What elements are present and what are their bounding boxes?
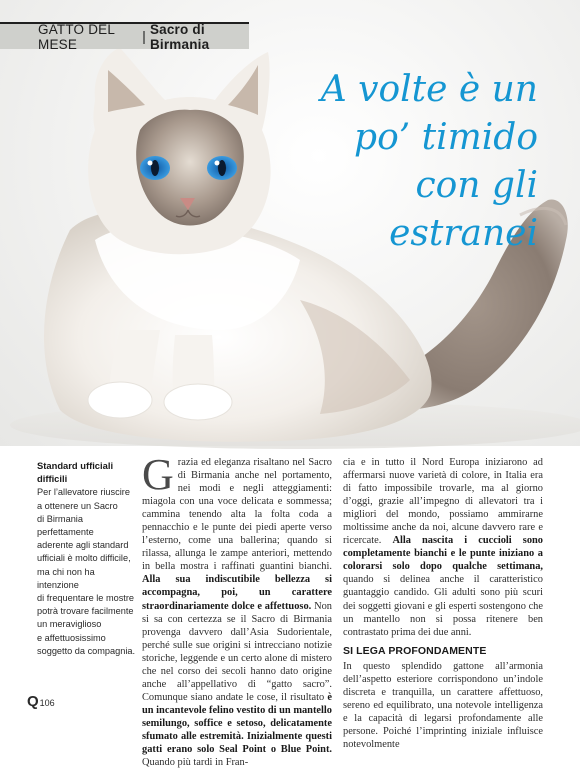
sidebar-line: a ottenere un Sacro — [37, 500, 118, 511]
headline-quote — [278, 66, 538, 258]
paragraph-text: Quando più tardi in Fran- — [142, 757, 249, 769]
section-header-tab — [0, 21, 249, 52]
paragraph-bold: è un incantevole felino vestito di un mantello semilungo, soffice e setoso, delicatamente sfumato alle estremità. Inizialmente questi gatti erano solo Seal Point o Blue Point. — [142, 691, 332, 756]
paragraph-text: Non si sa con certezza se il Sacro di Birmania provenga davvero dall’Asia Sudorientale, perché sulle sue origini si intrecciano notizie storiche, leggende e un certo alone di mistero che nel corso dei secoli hanno dato origine anche all’appellativo di “gatto sacro”. Comunque siano andate le cose, il risultato — [142, 600, 332, 703]
sidebar-line: di frequentare le mostre — [37, 593, 135, 604]
page-footer — [27, 694, 55, 709]
section-rubric: GATTO DEL MESE — [38, 21, 115, 52]
headline-line: con gli estranei — [389, 165, 538, 254]
article-paragraph — [343, 456, 543, 639]
breed-name: Sacro di Birmania — [149, 21, 210, 52]
sidebar-title: Standard ufficiali difficili — [37, 460, 114, 485]
sidebar-line: di Birmania perfettamente — [37, 513, 94, 538]
article-paragraph — [343, 660, 543, 751]
sidebar-line: Per l’allevatore riuscire — [37, 487, 130, 498]
sidebar-line: potrà trovare facilmente — [37, 606, 134, 617]
magazine-logo-icon: Q — [27, 693, 39, 710]
sidebar-box — [37, 459, 137, 658]
sidebar-line: e affettuosissimo — [37, 632, 106, 643]
paragraph-bold: Alla nascita i cuccioli sono completamente bianchi e le punte iniziano a colorarsi solo dopo qualche settimana, — [343, 535, 543, 573]
sidebar-line: aderente agli standard — [37, 540, 129, 551]
article-column-1 — [142, 450, 332, 769]
paragraph-text: quando si delinea anche il caratteristico guantaggio candido. Gli adulti sono più scuri dei soggetti giovani e gli esperti sostengono che un mantello non si possa ritenere ben contrastato prima dei due anni. — [343, 574, 543, 638]
paragraph-text: In questo splendido gattone all’armonia dell’aspetto esteriore corrispondono un’indole discreta e tranquilla, un carattere affettuoso, sereno ed equilibrato, una notevole intelligenza e la capacità di legarsi profondamente alle persone. Poiché l’imprinting iniziale influisce notevolmente — [343, 660, 543, 750]
sidebar-line: soggetto da compagnia. — [37, 645, 136, 656]
article-paragraph — [142, 450, 332, 769]
paragraph-text: cia e in tutto il Nord Europa iniziarono ad affermarsi nuove varietà di colore, in Italia era di fatto impossibile trovarle, ma al giorno d’oggi, grazie all’impegno di allevatori tra i migliori del mondo, possiamo ammirarne moltissime anche da noi, alcune davvero rare e ricercate. — [343, 457, 543, 547]
header-separator: | — [142, 29, 146, 44]
section-subheading: SI LEGA PROFONDAMENTE — [343, 644, 487, 657]
headline-line: po’ timido — [354, 117, 538, 158]
sidebar-line: ufficiali è molto difficile, — [37, 553, 131, 564]
sidebar-line: ma chi non ha intenzione — [37, 566, 95, 590]
headline-line: A volte è un — [320, 69, 538, 110]
paragraph-text: razia ed eleganza risaltano nel Sacro di Birmania anche nel portamento, nei modi e negli atteggiamenti: miagola con una voce delicata e sommessa; cammina tenendo alta la folta coda a pennacchio e le punte dei piedi aperte verso l’esterno, come una ballerina; quando si rilassa, allunga le zampe anteriori, mettendo in bella mostra i raffinati guantini bianchi. — [142, 457, 332, 573]
page-number: 106 — [39, 698, 55, 708]
article-column-2 — [343, 456, 543, 751]
drop-cap: G — [142, 450, 174, 499]
paragraph-bold: Alla sua indiscutibile bellezza si accompagna, poi, un carattere straordinariamente dolce e affettuoso. — [142, 574, 332, 612]
sidebar-line: un meraviglioso — [37, 619, 102, 630]
